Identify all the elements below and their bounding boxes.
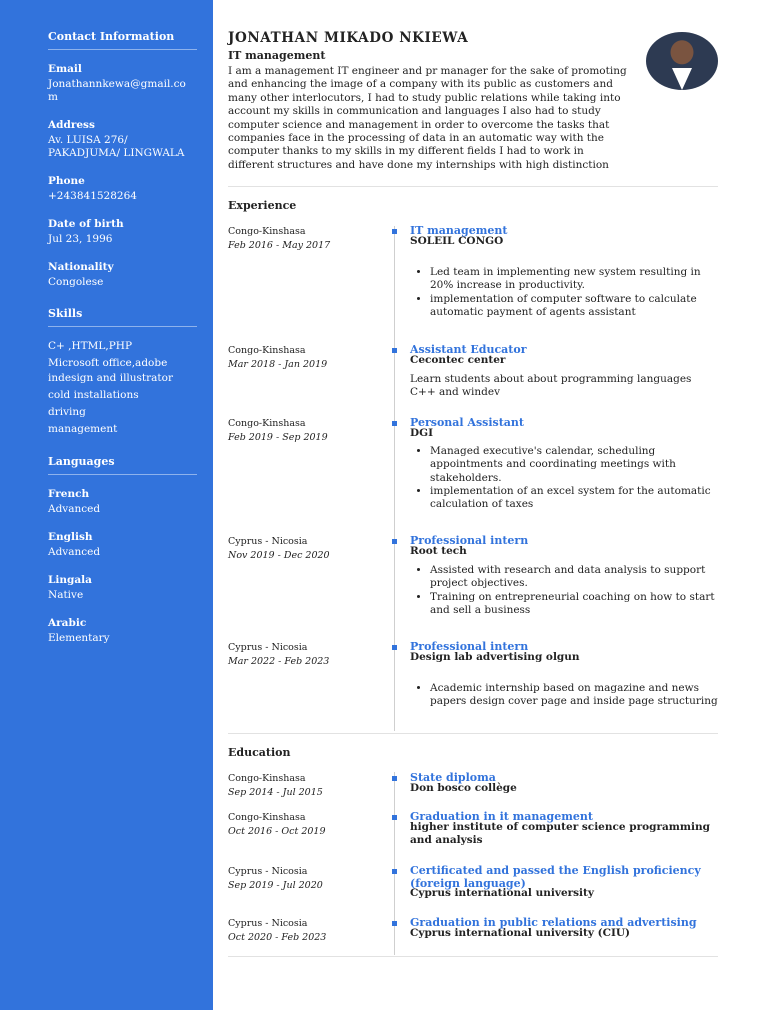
entry-organization: Cecontec center (410, 354, 506, 366)
language-name: Arabic (48, 617, 87, 629)
address-value: Av. LUISA 276/ PAKADJUMA/ LINGWALA (48, 134, 185, 159)
phone-value: +243841528264 (48, 190, 137, 202)
entry-role: Assistant Educator (410, 343, 527, 356)
timeline-marker (392, 645, 397, 650)
profile-summary: I am a management IT engineer and pr manager for the sake of promoting and enhancing the image of a company with its public as customers and many other interlocutors, I had to study public relations while taking into account my skills in communication and languages I also had to study computer science and management in order to overcome the tasks that companies face in the processing of data in an automatic way with the computer thanks to my skills in my different fields I had to work in different structures and have done my internships with high distinction (228, 65, 627, 171)
entry-location: Congo-Kinshasa (228, 812, 306, 823)
bullet-item: • Assisted with research and data analysis to support project objectives. (430, 564, 720, 591)
skill-item: cold installations (48, 389, 139, 401)
entry-dates: Feb 2019 - Sep 2019 (228, 432, 328, 443)
entry-location: Congo-Kinshasa (228, 345, 306, 356)
entry-bullets (410, 445, 720, 511)
bullet-item: • Training on entrepreneurial coaching on how to start and sell a business (430, 591, 720, 618)
divider (228, 733, 718, 734)
education-timeline-line (394, 772, 395, 955)
entry-dates: Sep 2014 - Jul 2015 (228, 787, 323, 798)
skill-item: driving (48, 406, 86, 418)
entry-role: Personal Assistant (410, 416, 525, 429)
timeline-marker (392, 921, 397, 926)
divider (228, 186, 718, 187)
address-label: Address (48, 119, 95, 131)
entry-dates: Feb 2016 - May 2017 (228, 240, 331, 251)
entry-location: Cyprus - Nicosia (228, 536, 308, 547)
language-level: Elementary (48, 632, 110, 644)
entry-bullets (410, 266, 720, 319)
entry-organization: Don bosco collège (410, 782, 517, 794)
language-level: Advanced (48, 503, 101, 515)
contact-heading: Contact Information (48, 30, 197, 50)
entry-location: Cyprus - Nicosia (228, 866, 308, 877)
timeline-marker (392, 348, 397, 353)
entry-role: Certificated and passed the English proficiency (foreign language) (410, 864, 701, 890)
bullet-item: • implementation of an excel system for the automatic calculation of taxes (430, 485, 720, 512)
entry-dates: Mar 2022 - Feb 2023 (228, 656, 330, 667)
experience-timeline-line (394, 226, 395, 731)
entry-location: Congo-Kinshasa (228, 418, 306, 429)
language-name: English (48, 531, 93, 543)
language-name: Lingala (48, 574, 92, 586)
languages-heading: Languages (48, 455, 197, 475)
entry-dates: Oct 2016 - Oct 2019 (228, 826, 326, 837)
profile-photo (646, 32, 718, 90)
education-heading: Education (228, 746, 291, 759)
entry-role: Professional intern (410, 640, 529, 653)
entry-organization: higher institute of computer science programming and analysis (410, 821, 710, 846)
entry-role: Professional intern (410, 534, 529, 547)
entry-bullets (410, 564, 720, 617)
entry-bullets (410, 682, 720, 709)
bullet-item: • Academic internship based on magazine and news papers design cover page and inside page structuring (430, 682, 720, 709)
entry-location: Congo-Kinshasa (228, 773, 306, 784)
skills-heading: Skills (48, 307, 197, 327)
entry-organization: Cyprus international university (410, 887, 595, 899)
entry-organization: Design lab advertising olgun (410, 651, 580, 663)
entry-dates: Oct 2020 - Feb 2023 (228, 932, 327, 943)
bullet-item: • Led team in implementing new system resulting in 20% increase in productivity. (430, 266, 720, 293)
entry-organization: Cyprus international university (CIU) (410, 927, 631, 939)
candidate-name: JONATHAN MIKADO NKIEWA (228, 30, 469, 46)
timeline-marker (392, 539, 397, 544)
entry-dates: Sep 2019 - Jul 2020 (228, 880, 323, 891)
dob-label: Date of birth (48, 218, 124, 230)
skill-item: management (48, 423, 118, 435)
entry-dates: Nov 2019 - Dec 2020 (228, 550, 330, 561)
entry-role: IT management (410, 224, 508, 237)
email-value[interactable]: Jonathannkewa@gmail.com (48, 78, 186, 103)
sidebar (0, 0, 213, 1010)
timeline-marker (392, 869, 397, 874)
entry-role: Graduation in it management (410, 810, 593, 823)
language-name: French (48, 488, 90, 500)
language-level: Native (48, 589, 84, 601)
entry-organization: SOLEIL CONGO (410, 235, 504, 247)
divider (228, 956, 718, 957)
timeline-marker (392, 776, 397, 781)
bullet-item: • Managed executive's calendar, scheduling appointments and coordinating meetings with stakeholders. (430, 445, 720, 485)
timeline-marker (392, 229, 397, 234)
skill-item: C+ ,HTML,PHP (48, 340, 133, 352)
entry-organization: DGI (410, 427, 433, 439)
entry-location: Cyprus - Nicosia (228, 918, 308, 929)
entry-organization: Root tech (410, 545, 467, 557)
job-title: IT management (228, 49, 326, 62)
timeline-marker (392, 421, 397, 426)
dob-value: Jul 23, 1996 (48, 233, 113, 245)
entry-role: State diploma (410, 771, 496, 784)
entry-description: Learn students about about programming languages C++ and windev (410, 373, 692, 398)
phone-label: Phone (48, 175, 85, 187)
nationality-label: Nationality (48, 261, 114, 273)
entry-location: Cyprus - Nicosia (228, 642, 308, 653)
timeline-marker (392, 815, 397, 820)
experience-heading: Experience (228, 199, 297, 212)
skill-item: Microsoft office,adobe indesign and illustrator (48, 357, 173, 384)
email-label: Email (48, 63, 82, 75)
entry-dates: Mar 2018 - Jan 2019 (228, 359, 328, 370)
bullet-item: • implementation of computer software to calculate automatic payment of agents assistant (430, 293, 720, 320)
entry-role: Graduation in public relations and advertising (410, 916, 697, 929)
language-level: Advanced (48, 546, 101, 558)
nationality-value: Congolese (48, 276, 104, 288)
entry-location: Congo-Kinshasa (228, 226, 306, 237)
